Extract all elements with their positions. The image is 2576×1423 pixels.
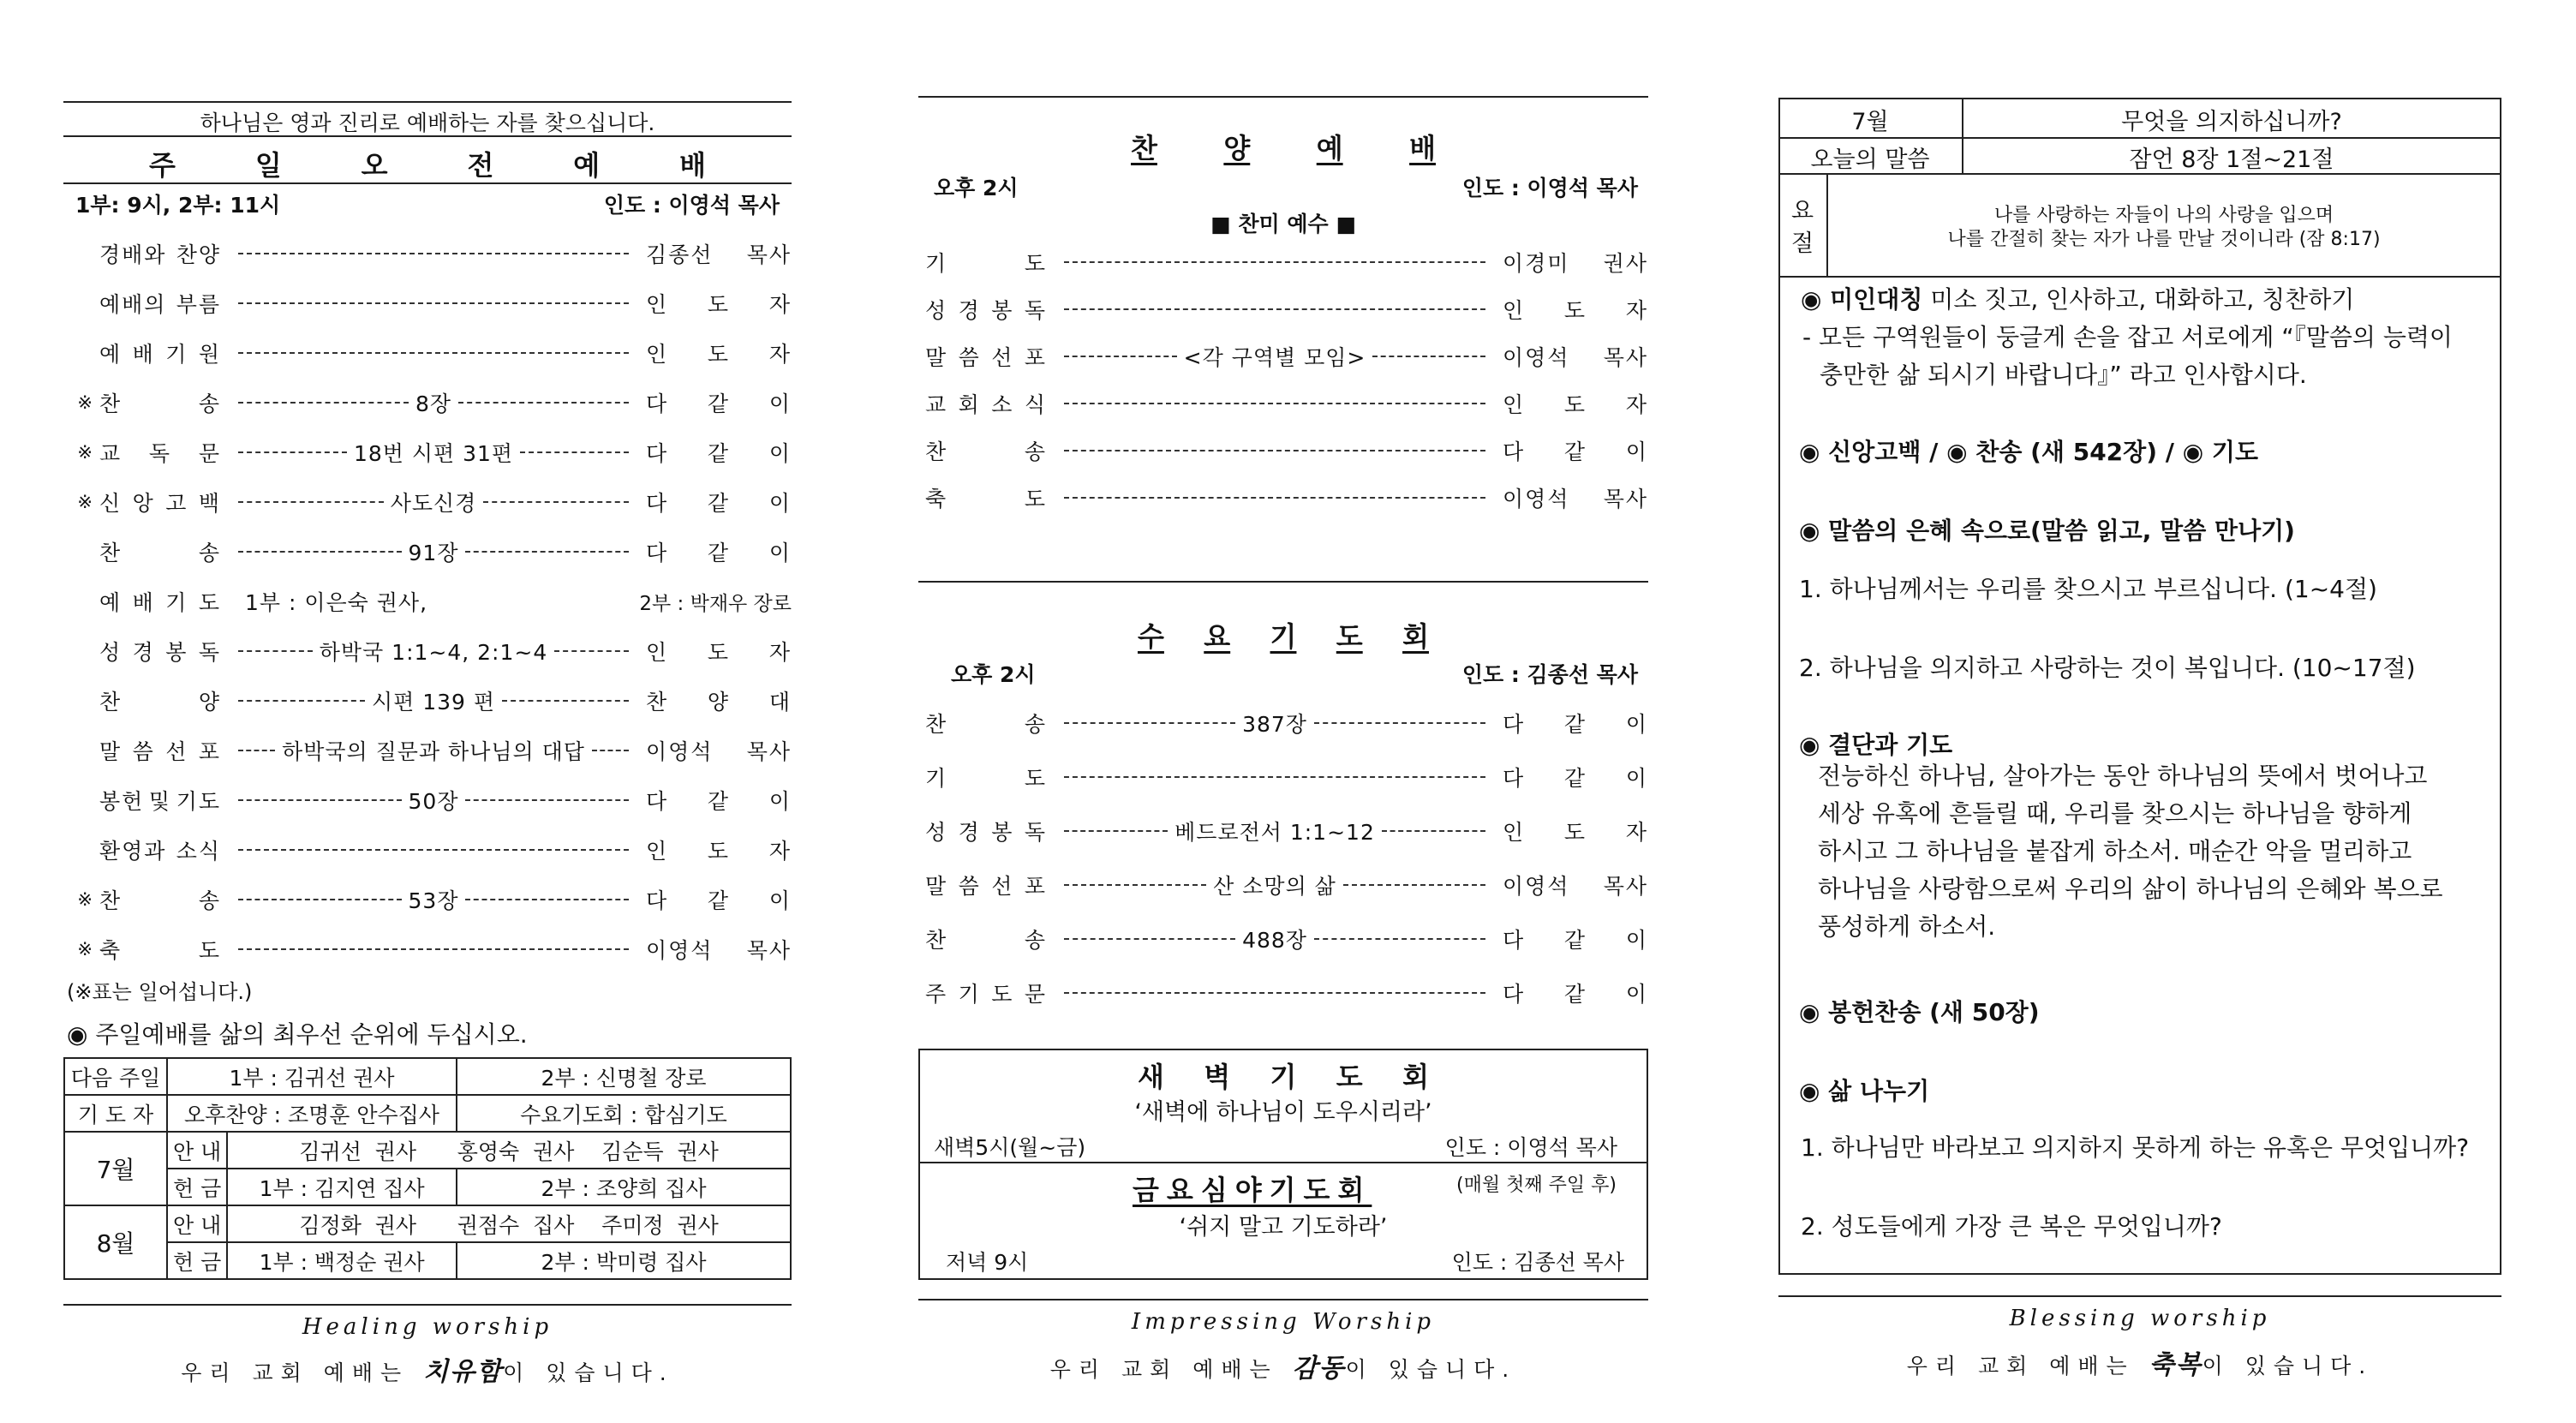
dash-leader	[231, 785, 636, 816]
divider	[918, 581, 1648, 583]
order-detail: 1부 : 이은숙 권사,	[245, 590, 428, 615]
month: 7월	[1851, 109, 1889, 135]
cell: 오후찬양 : 조명훈 안수집사	[167, 1095, 457, 1132]
order-row	[63, 386, 792, 420]
stand-mark: ※	[77, 392, 93, 413]
order-label: 말 씀 선 포	[925, 345, 1047, 370]
word-point: 1. 하나님께서는 우리를 찾으시고 부르십니다. (1~4절)	[1799, 575, 2377, 603]
title-char: 예	[1316, 132, 1343, 164]
today-word-label: 오늘의 말씀	[1810, 146, 1930, 173]
divider	[1778, 276, 2501, 278]
title-char: 주	[149, 149, 176, 182]
footer-script: Blessing worship	[2009, 1306, 2271, 1331]
resolve-line: 풍성하게 하소서.	[1818, 912, 1996, 941]
dash-leader	[1057, 450, 1492, 451]
dash-leader	[231, 536, 636, 567]
order-label: 말 씀 선 포	[99, 739, 221, 764]
order-label: 찬 송	[99, 888, 221, 913]
order-person: 김종선 목사	[646, 242, 792, 267]
order-detail: 18번 시편 31편	[353, 441, 514, 466]
cell: 수요기도회 : 합심기도	[457, 1095, 791, 1132]
order-row	[918, 433, 1648, 468]
title-char: 새	[1138, 1061, 1164, 1093]
share-question: 1. 하나님만 바라보고 의지하지 못하게 하는 유혹은 무엇입니까?	[1801, 1133, 2470, 1162]
cell: 김정화 권사 권점수 집사 주미정 권사	[227, 1205, 791, 1242]
order-row	[63, 236, 792, 271]
order-person: 다 같 이	[1503, 928, 1648, 953]
order-label: 찬 송	[925, 439, 1047, 464]
prayer-leader-label: 기 도 자	[64, 1095, 167, 1132]
resolve-line: 세상 유혹에 흔들릴 때, 우리를 찾으시는 하나님을 향하게	[1818, 799, 2412, 828]
order-person: 이영석 목사	[1503, 345, 1648, 370]
guide-label: 안 내	[167, 1205, 227, 1242]
dash-leader	[1057, 403, 1492, 404]
priority-note: ◉ 주일예배를 삶의 최우선 순위에 두십시오.	[67, 1020, 528, 1049]
title-char: 일	[254, 149, 282, 182]
month-label: 7월	[64, 1132, 167, 1205]
small-group-panel	[1778, 0, 2501, 1423]
friday-leader: 인도 : 김종선 목사	[1451, 1250, 1624, 1275]
order-person: 이영석 목사	[1503, 487, 1648, 511]
dash-leader	[1057, 308, 1492, 310]
title-char: 회	[1402, 620, 1429, 653]
order-row	[63, 733, 792, 768]
dash-leader	[231, 884, 636, 915]
dash-leader	[231, 302, 636, 304]
title-char: 찬	[1131, 132, 1157, 164]
divider	[918, 1162, 1648, 1163]
offering-song: ◉ 봉헌찬송 (새 50장)	[1799, 998, 2040, 1026]
order-person: 다 같 이	[1503, 439, 1648, 464]
dash-leader	[231, 636, 636, 667]
dash-leader	[231, 487, 636, 517]
greeting-text: - 모든 구역원들이 둥글게 손을 잡고 서로에게 “『말씀의 능력이	[1802, 323, 2453, 351]
order-label: 찬 송	[925, 712, 1047, 737]
order-person: 인 도 자	[1503, 820, 1648, 845]
title-char: 기	[1270, 620, 1297, 653]
friday-title: 금요심야기도회	[1133, 1174, 1372, 1206]
dash-leader	[231, 948, 636, 950]
order-person: 이영석 목사	[646, 938, 792, 963]
order-detail: 387장	[1242, 712, 1307, 737]
order-row	[63, 336, 792, 370]
order-label: 축 도	[925, 487, 1047, 511]
order-label: 찬 송	[925, 928, 1047, 953]
divider	[63, 182, 792, 184]
duty-table	[63, 1057, 792, 1280]
resolve-line: 전능하신 하나님, 살아가는 동안 하나님의 뜻에서 벗어나고	[1818, 762, 2428, 790]
footer-script: Healing worship	[302, 1314, 553, 1340]
scripture: 잠언 8장 1절~21절	[2129, 146, 2334, 173]
key-verse-label: 절	[1790, 230, 1814, 257]
cell: 1부 : 김귀선 권사	[167, 1058, 457, 1095]
dash-leader	[231, 253, 636, 254]
order-person: 인 도 자	[646, 292, 792, 317]
order-label: 신 앙 고 백	[99, 491, 221, 516]
order-person: 인 도 자	[646, 839, 792, 864]
order-label: 봉헌 및 기도	[99, 789, 221, 814]
word-heading: ◉ 말씀의 은혜 속으로(말씀 읽고, 말씀 만나기)	[1799, 517, 2295, 545]
order-detail: 8장	[415, 392, 452, 416]
order-row	[63, 634, 792, 668]
dash-leader	[231, 586, 427, 617]
order-row	[918, 868, 1648, 902]
order-detail: 산 소망의 삶	[1213, 874, 1336, 899]
order-detail: 50장	[408, 789, 459, 814]
order-label: 주 기 도 문	[925, 982, 1047, 1007]
order-detail: 53장	[408, 888, 459, 913]
dash-leader	[231, 437, 636, 468]
cell: 2부 : 조양희 집사	[457, 1169, 791, 1205]
order-label: 말 씀 선 포	[925, 874, 1047, 899]
order-label: 기 도	[925, 251, 1047, 276]
footer-text: 우리 교회 예배는 감동이 있습니다.	[1049, 1354, 1517, 1384]
praise-title	[1131, 127, 1436, 166]
order-person: 다 같 이	[646, 491, 792, 516]
order-row	[63, 286, 792, 320]
dash-leader	[231, 387, 636, 418]
service-time: 1부: 9시, 2부: 11시	[75, 193, 281, 218]
order-label: 경배와 찬양	[99, 242, 221, 267]
dawn-time: 새벽5시(월~금)	[934, 1135, 1086, 1160]
resolve-line: 하나님을 사랑함으로써 우리의 삶이 하나님의 은혜와 복으로	[1818, 875, 2443, 903]
order-row	[918, 814, 1648, 848]
dawn-quote: ‘새벽에 하나님이 도우시리라’	[1134, 1099, 1432, 1126]
title-char: 도	[1336, 1061, 1363, 1093]
dash-leader	[1057, 497, 1492, 499]
order-row	[918, 339, 1648, 374]
sunday-worship-panel	[63, 0, 792, 1423]
order-label: 예배의 부름	[99, 292, 221, 317]
order-row	[918, 922, 1648, 956]
word-point: 2. 하나님을 의지하고 사랑하는 것이 복입니다. (10~17절)	[1799, 654, 2416, 682]
order-detail: 91장	[408, 541, 459, 565]
praise-subtitle: ■ 찬미 예수 ■	[1210, 212, 1356, 236]
order-label: 교 독 문	[99, 441, 221, 466]
divider	[918, 1299, 1648, 1300]
order-label: 교 회 소 식	[925, 392, 1047, 417]
dash-leader	[1057, 992, 1492, 994]
title-char: 배	[679, 149, 706, 182]
title-char: 배	[1409, 132, 1436, 164]
order-label: 찬 송	[99, 392, 221, 416]
order-row	[918, 386, 1648, 421]
stand-mark: ※	[77, 492, 93, 512]
offering-label: 헌 금	[167, 1169, 227, 1205]
order-label: 성 경 봉 독	[925, 820, 1047, 845]
order-person: 다 같 이	[646, 441, 792, 466]
title-char: 오	[361, 149, 388, 182]
order-detail: 사도신경	[390, 491, 477, 516]
theme: 무엇을 의지하십니까?	[2121, 109, 2342, 135]
cell: 2부 : 신명철 장로	[457, 1058, 791, 1095]
guide-label: 안 내	[167, 1132, 227, 1169]
stand-mark: ※	[77, 889, 93, 910]
order-label: 예 배 기 도	[99, 590, 221, 615]
order-detail: 베드로전서 1:1~12	[1174, 820, 1375, 845]
divider	[63, 101, 792, 103]
order-person: 2부 : 박재우 장로	[639, 592, 792, 615]
share-question: 2. 성도들에게 가장 큰 복은 무엇입니까?	[1801, 1212, 2222, 1241]
divider	[63, 1304, 792, 1306]
order-row	[918, 976, 1648, 1010]
order-label: 성 경 봉 독	[925, 298, 1047, 323]
friday-quote: ‘쉬지 말고 기도하라’	[1179, 1214, 1388, 1241]
cell: 1부 : 백정순 권사	[227, 1242, 457, 1279]
dash-leader	[1057, 924, 1492, 954]
footer-text: 우리 교회 예배는 치유함이 있습니다.	[181, 1357, 674, 1387]
wed-leader: 인도 : 김종선 목사	[1461, 662, 1638, 687]
order-label: 찬 송	[99, 541, 221, 565]
order-label: 환영과 소식	[99, 839, 221, 864]
order-person: 다 같 이	[646, 789, 792, 814]
divider	[918, 96, 1648, 98]
leader: 인도 : 이영석 목사	[603, 193, 780, 218]
order-person: 인 도 자	[1503, 298, 1648, 323]
praise-time: 오후 2시	[934, 176, 1019, 200]
divider	[1778, 137, 2501, 139]
cell: 김귀선 권사 홍영숙 권사 김순득 권사	[227, 1132, 791, 1169]
order-label: 예 배 기 원	[99, 342, 221, 367]
order-detail: <각 구역별 모임>	[1183, 345, 1366, 370]
title-char: 수	[1138, 620, 1164, 653]
order-detail: 488장	[1242, 928, 1307, 953]
title-char: 예	[573, 149, 601, 182]
title-char: 회	[1402, 1061, 1429, 1093]
order-row	[63, 783, 792, 817]
order-row	[918, 760, 1648, 794]
resolve-line: 하시고 그 하나님을 붙잡게 하소서. 매순간 악을 멀리하고	[1818, 837, 2412, 865]
order-row	[63, 882, 792, 917]
wed-time: 오후 2시	[951, 662, 1036, 687]
dash-leader	[1057, 776, 1492, 778]
order-row	[63, 535, 792, 569]
dash-leader	[231, 352, 636, 354]
title-char: 도	[1336, 620, 1363, 653]
order-person: 인 도 자	[646, 342, 792, 367]
order-person: 다 같 이	[646, 392, 792, 416]
order-person: 찬 양 대	[646, 690, 792, 714]
dash-leader	[1057, 816, 1492, 846]
order-row	[918, 706, 1648, 740]
order-person: 인 도 자	[646, 640, 792, 665]
order-person: 다 같 이	[1503, 766, 1648, 791]
order-row	[63, 435, 792, 469]
creed-hymn-prayer: ◉ 신앙고백 / ◉ 찬송 (새 542장) / ◉ 기도	[1799, 438, 2259, 466]
title-char: 기	[1270, 1061, 1297, 1093]
key-verse-label: 요	[1790, 198, 1814, 224]
order-label: 성 경 봉 독	[99, 640, 221, 665]
dash-leader	[1057, 870, 1492, 900]
order-row	[63, 932, 792, 966]
order-label: 찬 양	[99, 690, 221, 714]
offering-label: 헌 금	[167, 1242, 227, 1279]
title-char: 벽	[1204, 1061, 1231, 1093]
order-row	[63, 584, 792, 619]
order-detail: 시편 139 편	[371, 690, 496, 714]
order-person: 이영석 목사	[1503, 874, 1648, 899]
title-char: 전	[467, 149, 494, 182]
order-person: 다 같 이	[1503, 712, 1648, 737]
standing-note: (※표는 일어섭니다.)	[67, 980, 253, 1004]
key-verse: 나를 사랑하는 자들이 나의 사랑을 입으며	[1993, 205, 2334, 226]
month-label: 8월	[64, 1205, 167, 1279]
dash-leader	[1057, 261, 1492, 263]
dawn-leader: 인도 : 이영석 목사	[1444, 1135, 1617, 1160]
title-char: 요	[1204, 620, 1231, 653]
footer-text: 우리 교회 예배는 축복이 있습니다.	[1906, 1350, 2374, 1380]
order-label: 기 도	[925, 766, 1047, 791]
dawn-title	[1138, 1055, 1429, 1095]
divider	[1778, 1295, 2501, 1297]
order-row	[63, 485, 792, 519]
order-row	[918, 481, 1648, 515]
friday-time: 저녁 9시	[946, 1250, 1029, 1275]
title-char: 양	[1223, 132, 1251, 164]
resolve-heading: ◉ 결단과 기도	[1799, 731, 1953, 759]
weekday-services-panel	[918, 0, 1648, 1423]
key-verse: 나를 간절히 찾는 자가 나를 만날 것이니라 (잠 8:17)	[1947, 229, 2381, 250]
order-person: 다 같 이	[646, 888, 792, 913]
stand-mark: ※	[77, 939, 93, 960]
cell: 1부 : 김지연 집사	[227, 1169, 457, 1205]
order-label: 축 도	[99, 938, 221, 963]
order-person: 이영석 목사	[646, 739, 792, 764]
dash-leader	[231, 735, 636, 766]
footer-script: Impressing Worship	[1131, 1309, 1436, 1335]
greeting: ◉ 미인대칭 미소 짓고, 인사하고, 대화하고, 칭찬하기	[1801, 285, 2355, 314]
praise-leader: 인도 : 이영석 목사	[1461, 176, 1638, 200]
cell: 2부 : 박미령 집사	[457, 1242, 791, 1279]
order-person: 인 도 자	[1503, 392, 1648, 417]
order-row	[63, 833, 792, 867]
dash-leader	[231, 685, 636, 716]
share-heading: ◉ 삶 나누기	[1799, 1077, 1930, 1105]
friday-note: (매월 첫째 주일 후)	[1456, 1175, 1617, 1196]
order-row	[918, 245, 1648, 279]
divider	[63, 135, 792, 137]
order-row	[63, 684, 792, 718]
order-person: 다 같 이	[1503, 982, 1648, 1007]
order-row	[918, 292, 1648, 326]
order-detail: 하박국 1:1~4, 2:1~4	[319, 640, 548, 665]
greeting-text: 충만한 삶 되시기 바랍니다』” 라고 인사합시다.	[1820, 361, 2307, 389]
sunday-title	[149, 144, 706, 183]
tagline: 하나님은 영과 진리로 예배하는 자를 찾으십니다.	[200, 111, 655, 135]
order-detail: 하박국의 질문과 하나님의 대답	[282, 739, 585, 764]
dash-leader	[1057, 708, 1492, 738]
dash-leader	[231, 849, 636, 851]
next-week-label: 다음 주일	[64, 1058, 167, 1095]
stand-mark: ※	[77, 442, 93, 463]
order-person: 이경미 권사	[1503, 251, 1648, 276]
dash-leader	[1057, 341, 1492, 372]
wednesday-title	[1138, 615, 1429, 655]
order-person: 다 같 이	[646, 541, 792, 565]
